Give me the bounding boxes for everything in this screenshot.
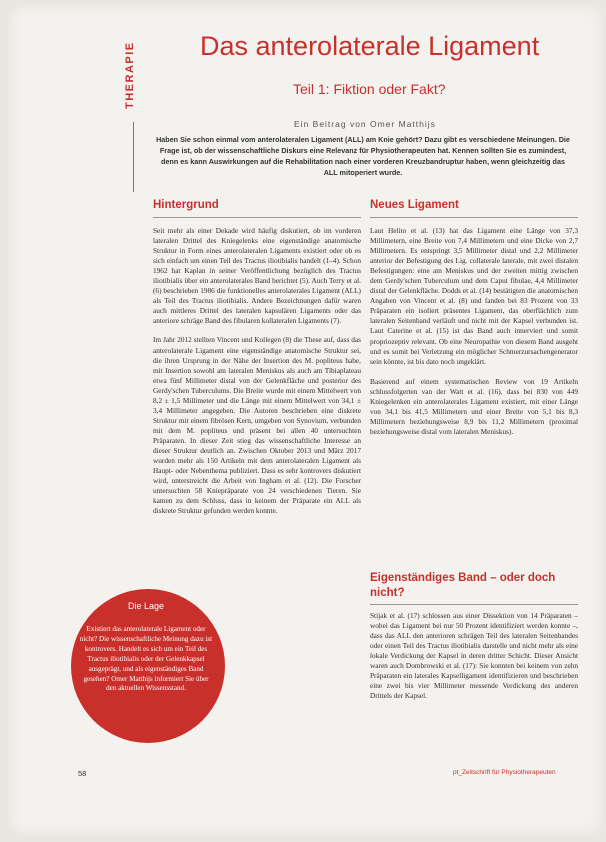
page-number: 58 bbox=[78, 769, 87, 778]
heading-neues-ligament: Neues Ligament bbox=[370, 199, 459, 211]
left-column bbox=[153, 226, 361, 525]
right-column-top bbox=[370, 226, 578, 447]
left-paragraph-1: Seit mehr als einer Dekade wird häufig diskutiert, ob im vorderen lateralen Drittel des Kniegelenks eine eigenständige anatomische Struktur in Form eines anterolateralen Ligaments existiert oder ob es sich einfach um einen Teil des Tractus iliotibialis handelt (1–4). Schon 1962 hat Kaplan in seiner Veröffentlichung bezüglich des Tractus iliotibialis über ein anterolaterales Band berichtet (5). Auch Terry et al. (6) beschrieben 1986 die funktionelles anterolaterales Ligament (ALL) als Teil des Tractus iliotibialis. Andere Bezeichnungen dafür waren auch mittleres Drittel des lateralen kapsulären Ligaments oder das anteriore schräge Band des fibularen kollateralen Ligaments (7). bbox=[153, 226, 361, 326]
left-paragraph-2: Im Jahr 2012 stellten Vincent und Kollegen (8) die These auf, dass das anterolaterale Ligament eine eigenständige anatomische Struktur sei, die ihren Ursprung in der Nähe der Insertion des M. popliteus habe, mit Insertion sowohl am lateralen Meniskus als auch am Tibiaplateau etwa fünf Millimeter distal von der Gelenkfläche und posterior des Gerdy'schen Tuberculums. Die Breite wurde mit einem Mittelwert von 8,2 ± 1,5 Millimeter und die Länge mit einem Mittelwert von 34,1 ± 3,4 Millimeter angegeben. Die Autoren beschrieben eine diskrete Struktur mit einem fibrösen Kern, umgeben von Synovium, verbunden mit dem M. popliteus und präsent bei allen 40 untersuchten Präparaten. In dieser Zeit stieg das wissenschaftliche Interesse an dieser Struktur deutlich an. Zwischen Oktober 2013 und März 2017 wurden mehr als 150 Artikeln mit dem anterolateralen Ligament als Haupt- oder Nebenthema publiziert. Dass es sehr kontrovers diskutiert wird, unterstreicht die Arbeit von Ingham et al. (12). Die Forscher untersuchten 58 Kniepräparate von 24 verschiedenen Tieren. Sie kamen zu dem Schluss, dass in keinem der Präparate ein ALL als diskrete Struktur gefunden werden konnte. bbox=[153, 335, 361, 516]
right-paragraph-2: Basierend auf einem systematischen Review von 19 Artikeln schlussfolgerten van der Watt et al. (16), dass bei 830 von 449 Kniegelenken ein anterolaterales Ligament existiert, mit einer Länge von 34,1 bis 41,5 Millimetern und einer Breite von 5,1 bis 8,3 Millimetern beziehungsweise 8,9 bis 11,2 Millimetern (proximal beziehungsweise distal vom lateralen Meniskus). bbox=[370, 376, 578, 436]
article-lead: Haben Sie schon einmal vom anterolateralen Ligament (ALL) am Knie gehört? Dazu gibt es verschiedene Meinungen. Die Frage ist, ob der wissenschaftliche Diskurs eine Relevanz für Physiotherapeuten hat. Kennen sollten Sie es zumindest, denn es kann Auswirkungen auf die Rehabilitation nach einer vorderen Kreuzbandruptur haben, wenn gleichzeitig das ALL mitoperiert wurde. bbox=[156, 135, 570, 177]
heading-rule-right bbox=[370, 217, 578, 218]
heading-rule-right-2 bbox=[370, 604, 578, 605]
heading-hintergrund: Hintergrund bbox=[153, 199, 219, 211]
sidebar-title: Die Lage bbox=[127, 601, 165, 611]
heading-rule-left bbox=[153, 217, 361, 218]
right-paragraph-1: Laut Helito et al. (13) hat das Ligament eine Länge von 37,3 Millimetern, eine Breite von 7,4 Millimetern und eine Dicke von 2,7 Millimetern. Es entspringt 3,5 Millimeter distal und 2,2 Millimeter anterior der Befestigung des Lig. collaterale laterale, mit zwei distalen Befestigungen: eine am Meniskus und der zweiten mittig zwischen dem Gerdy'schen Tuberculum und dem Caput fibulae, 4,4 Millimeter distal der Gelenkfläche. Dodds et al. (14) bestätigten die anatomischen Angaben von Vincent et al. (8) und fanden bei 83 Prozent von 33 Präparaten ein isoliert präsentes Ligament, das oberflächlich zum lateralen Seitenband verläuft und nicht mit der Kapsel verbunden ist. Laut Caterine et al. (15) ist das Band auch innerviert und somit propriozeptiv relevant. Ob eine Neuropathie von diesem Band ausgeht und es somit bei Verletzung ein möglicher Schmerzursachengenerator sein könnte, ist bis dato noch ungeklärt. bbox=[370, 226, 578, 366]
journal-label: pt_Zeitschrift für Physiotherapeuten bbox=[453, 769, 556, 776]
article-subtitle: Teil 1: Fiktion oder Fakt? bbox=[293, 81, 446, 97]
article-title: Das anterolaterale Ligament bbox=[200, 31, 540, 61]
article-byline: Ein Beitrag von Omer Matthijs bbox=[294, 119, 436, 129]
heading-eigenstaendiges-band: Eigenständiges Band – oder doch nicht? bbox=[370, 572, 556, 599]
section-tag: THERAPIE bbox=[124, 41, 136, 109]
right-column-bottom bbox=[370, 611, 578, 711]
vertical-divider bbox=[133, 122, 134, 192]
right-paragraph-3: Stijak et al. (17) schlossen aus einer Dissektion von 14 Präparaten – wobei das Ligament bei nur 50 Prozent identifiziert werden konnte –, dass das ALL den anterioren schrägen Teil des lateralen Seitenbandes oder einen Teil des Tractus iliotibialis darstelle und nicht mehr als eine lokale Verdickung der Kapsel in deren dritter Schicht. Dieser Ansicht waren auch Dombrowski et al. (17): Sie konnten bei keinem von zehn Präparaten ein laterales Kapselligament identifizieren und beschrieben eine zwei bis vier Millimeter messende Verdickung des anderen Drittels der Kapsel. bbox=[370, 611, 578, 701]
magazine-page bbox=[8, 4, 604, 836]
sidebar-text: Existiert das anterolaterale Ligament oder nicht? Die wissenschaftliche Meinung dazu ist kontrovers. Handelt es sich um ein Teil des Tractus iliotibialis oder der Gelenkkapsel ausgeprägt, und als eigenständiges Band gesehen? Omer Matthijs informiert Sie über den aktuellen Wissensstand. bbox=[79, 625, 213, 693]
